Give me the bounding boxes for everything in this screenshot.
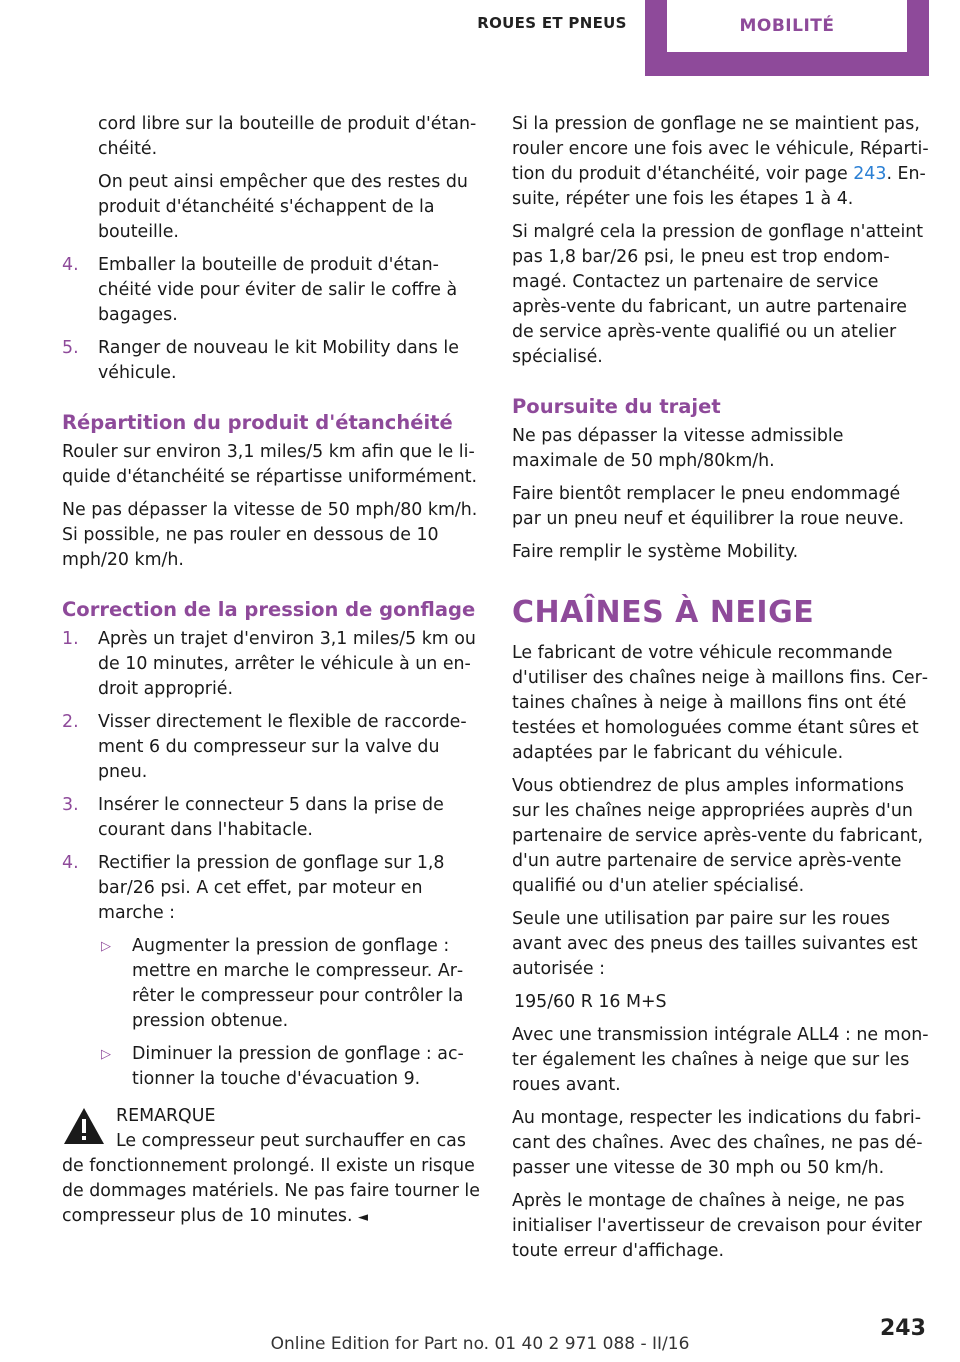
- chaines-paragraph-4: Avec une transmission intégrale ALL4 : ne mon‐ ter également les chaînes à neige que sur les roues avant.: [512, 1025, 929, 1095]
- list-text: Ranger de nouveau le kit Mobility dans le véhicule.: [98, 338, 459, 383]
- list-item: [62, 336, 482, 386]
- list-text: Emballer la bouteille de produit d'étan‐ chéité vide pour éviter de salir le coffre à bagages.: [98, 255, 458, 325]
- intro-paragraph-1: cord libre sur la bouteille de produit d'étan‐ chéité.: [98, 114, 477, 159]
- repartition-paragraph-2: Ne pas dépasser la vitesse de 50 mph/80 km/h. Si possible, ne pas rouler en dessous de 10 mph/20 km/h.: [62, 500, 478, 570]
- end-mark-icon: ◄: [358, 1210, 369, 1225]
- warning-title: REMARQUE: [116, 1106, 216, 1126]
- list-text: Après un trajet d'environ 3,1 miles/5 km ou de 10 minutes, arrêter le véhicule à un en‐ droit approprié.: [98, 629, 476, 699]
- right-paragraph-1: [512, 112, 932, 212]
- triangle-bullet-icon: ▷: [101, 1047, 111, 1062]
- sub-list-item: [62, 934, 482, 1034]
- list-number: 2.: [62, 712, 79, 732]
- page-number: 243: [880, 1316, 926, 1341]
- poursuite-paragraph-3: Faire remplir le système Mobility.: [512, 542, 799, 562]
- intro-paragraph-2: On peut ainsi empêcher que des restes du produit d'étanchéité s'échappent de la bouteille.: [98, 172, 468, 242]
- poursuite-paragraph-1: Ne pas dépasser la vitesse admissible maximale de 50 mph/80km/h.: [512, 426, 844, 471]
- list-text: Visser directement le flexible de raccorde‐ ment 6 du compresseur sur la valve du pneu.: [98, 712, 467, 782]
- heading-poursuite: Poursuite du trajet: [512, 395, 721, 418]
- warning-box: [62, 1104, 482, 1230]
- list-item: [62, 627, 482, 702]
- chaines-paragraph-6: Après le montage de chaînes à neige, ne pas initialiser l'avertisseur de crevaison pour éviter toute erreur d'affichage.: [512, 1191, 922, 1261]
- list-number: 5.: [62, 338, 79, 358]
- list-number: 3.: [62, 795, 79, 815]
- repartition-paragraph-1: Rouler sur environ 3,1 miles/5 km afin que le li‐ quide d'étanchéité se répartisse uniformément.: [62, 442, 478, 487]
- left-column: [62, 112, 482, 1230]
- triangle-bullet-icon: ▷: [101, 939, 111, 954]
- right-p1-text: Si la pression de gonflage ne se maintient pas, rouler encore une fois avec le véhicule, Réparti‐ tion du produit d'étanchéité, voir page: [512, 114, 929, 184]
- poursuite-paragraph-2: Faire bientôt remplacer le pneu endommagé par un pneu neuf et équilibrer la roue neuve.: [512, 484, 905, 529]
- warning-text: [62, 1129, 482, 1230]
- list-item: [62, 793, 482, 843]
- list-number: 4.: [62, 853, 79, 873]
- chapter-tab: [645, 0, 929, 76]
- list-item: [62, 253, 482, 328]
- list-number: 1.: [62, 629, 79, 649]
- right-p1-tail: . En‐ suite, répéter une fois les étapes 1 à 4.: [512, 164, 926, 209]
- warning-text-rest: de fonctionnement prolongé. Il existe un risque de dommages matériels. Ne pas faire tourner le compresseur plus de 10 minutes.: [62, 1156, 480, 1226]
- chaines-paragraph-2: Vous obtiendrez de plus amples informations sur les chaînes neige appropriées auprès d'un partenaire de service après-vente du fabricant, d'un autre partenaire de service après-vente qualifié ou d'un atelier spécialisé.: [512, 776, 924, 896]
- chaines-paragraph-3: Seule une utilisation par paire sur les roues avant avec des pneus des tailles suivantes est autorisée :: [512, 909, 918, 979]
- sub-list-text: Augmenter la pression de gonflage : mettre en marche le compresseur. Ar‐ rêter le compresseur pour contrôler la pression obtenue.: [132, 936, 464, 1031]
- chapter-tab-label: MOBILITÉ: [667, 0, 907, 52]
- sub-list-text: Diminuer la pression de gonflage : ac‐ tionner la touche d'évacuation 9.: [132, 1044, 464, 1089]
- list-item: [62, 710, 482, 785]
- list-text: Rectifier la pression de gonflage sur 1,8 bar/26 psi. A cet effet, par moteur en marche :: [98, 853, 445, 923]
- right-paragraph-2: Si malgré cela la pression de gonflage n'atteint pas 1,8 bar/26 psi, le pneu est trop endom‐ magé. Contactez un partenaire de service après-vente du fabricant, un autre partenaire de service après-vente qualifié ou un atelier spécialisé.: [512, 222, 924, 367]
- footer-edition: Online Edition for Part no. 01 40 2 971 088 - II/16: [270, 1334, 690, 1354]
- warning-text-line1: Le compresseur peut surchauffer en cas: [116, 1131, 466, 1151]
- tire-size: 195/60 R 16 M+S: [514, 992, 667, 1012]
- heading-repartition: Répartition du produit d'étanchéité: [62, 411, 453, 434]
- list-number: 4.: [62, 255, 79, 275]
- sub-list-item: [62, 1042, 482, 1092]
- page-link[interactable]: 243: [853, 164, 887, 184]
- chaines-paragraph-1: Le fabricant de votre véhicule recommande d'utiliser des chaînes neige à maillons fins. Cer‐ taines chaînes à neige à maillons fins ont été testées et homologuées comme étant sûres et adaptées par le fabricant du véhicule.: [512, 643, 929, 763]
- heading-correction: Correction de la pression de gonflage: [62, 598, 476, 621]
- heading-chaines: CHAÎNES À NEIGE: [512, 595, 815, 630]
- header-section-title: ROUES ET PNEUS: [477, 14, 627, 32]
- warning-icon: [62, 1106, 106, 1146]
- list-item: [62, 851, 482, 926]
- chaines-paragraph-5: Au montage, respecter les indications du fabri‐ cant des chaînes. Avec des chaînes, ne pas dé‐ passer une vitesse de 30 mph ou 50 km/h.: [512, 1108, 923, 1178]
- right-column: [512, 112, 932, 1272]
- list-text: Insérer le connecteur 5 dans la prise de courant dans l'habitacle.: [98, 795, 444, 840]
